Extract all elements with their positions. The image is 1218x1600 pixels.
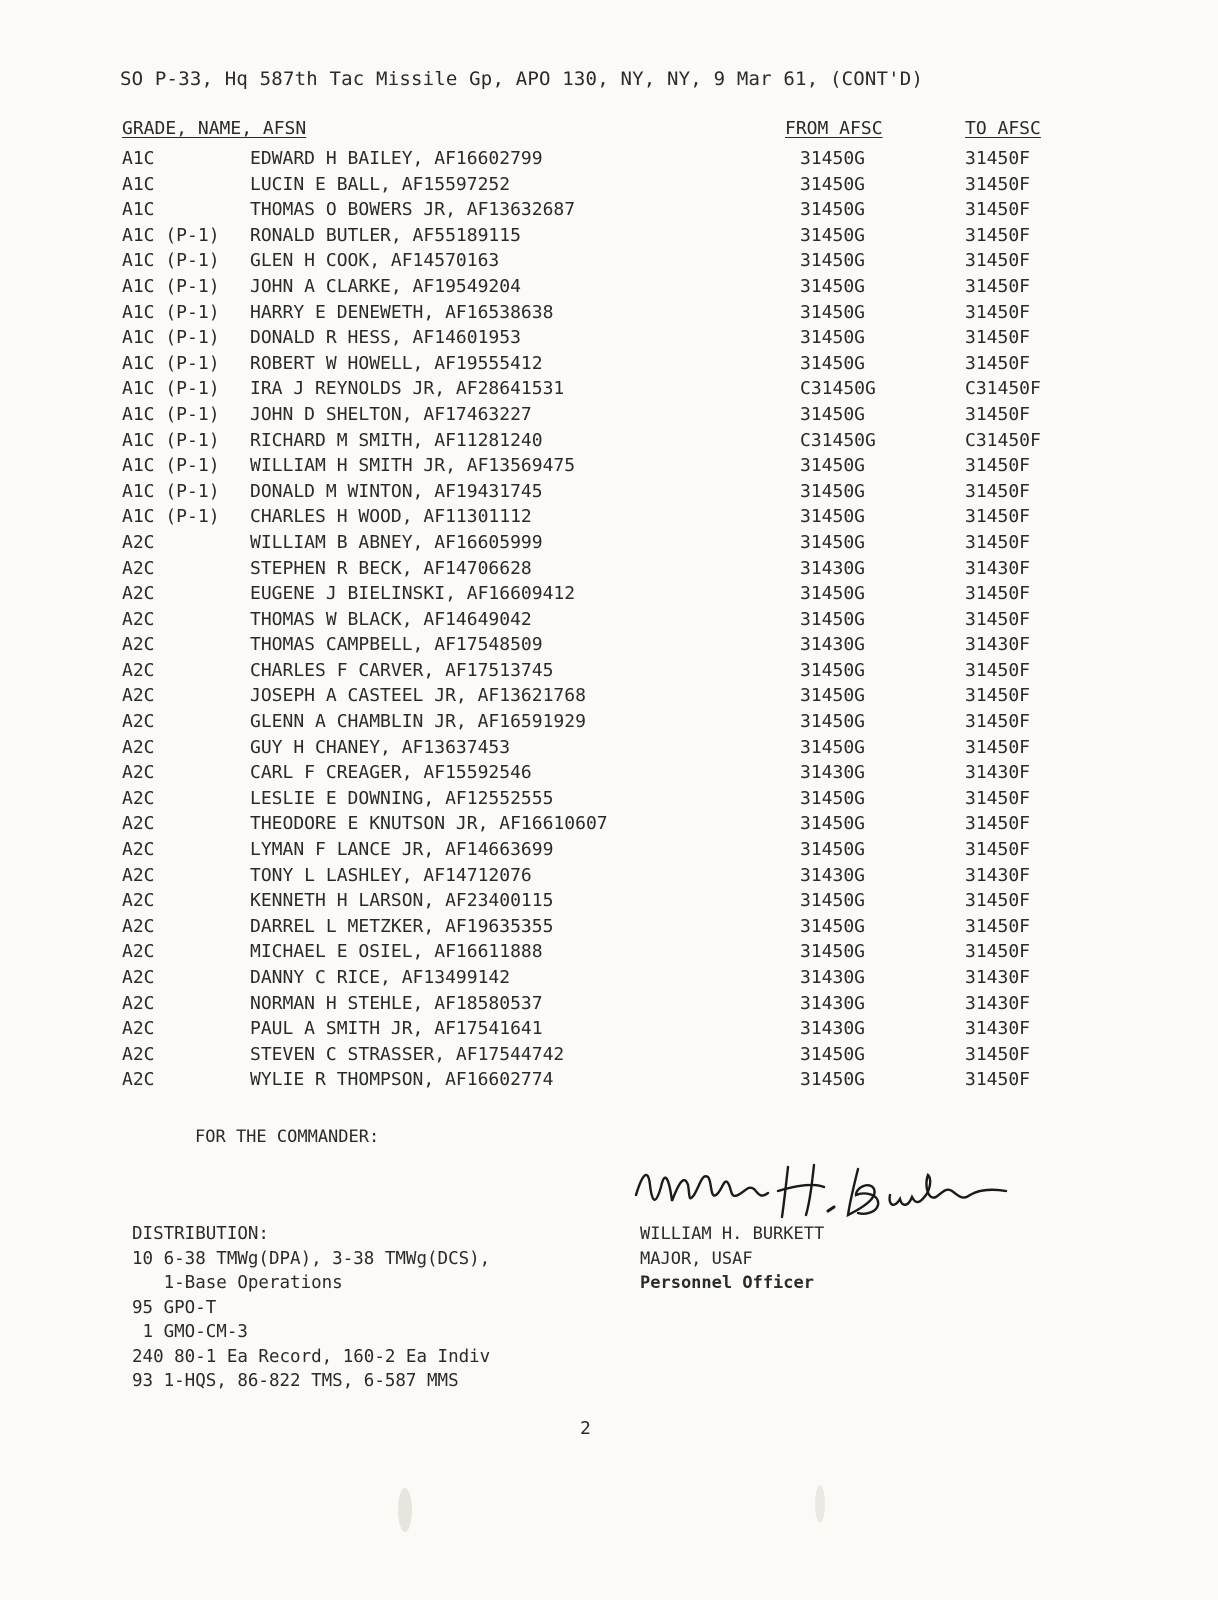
to-afsc-cell: 31450F — [965, 403, 1031, 425]
name-afsn-cell: THOMAS O BOWERS JR, AF13632687 — [250, 199, 576, 221]
grade-cell: A2C — [122, 890, 155, 912]
grade-cell: A1C (P-1) — [122, 480, 220, 502]
signer-rank: MAJOR, USAF — [640, 1248, 753, 1269]
from-afsc-cell: 31450G — [800, 915, 866, 937]
table-row — [0, 916, 1218, 942]
grade-cell: A2C — [122, 787, 155, 809]
from-afsc-cell: 31430G — [800, 967, 866, 988]
to-afsc-cell: 31430F — [965, 762, 1031, 784]
table-row — [0, 1069, 1218, 1095]
from-afsc-cell: 31450G — [800, 941, 866, 963]
grade-cell: A2C — [122, 762, 155, 784]
signer-title: Personnel Officer — [640, 1273, 814, 1293]
grade-cell: A1C — [122, 148, 155, 169]
name-afsn-cell: KENNETH H LARSON, AF23400115 — [250, 890, 554, 912]
to-afsc-cell: 31450F — [965, 506, 1031, 528]
table-row — [0, 1018, 1218, 1044]
grade-cell: A1C — [122, 173, 155, 195]
name-afsn-cell: DARREL L METZKER, AF19635355 — [250, 915, 554, 937]
name-afsn-cell: LYMAN F LANCE JR, AF14663699 — [250, 839, 554, 861]
column-header-from-afsc: FROM AFSC — [785, 118, 883, 139]
from-afsc-cell: 31450G — [800, 531, 866, 553]
grade-cell: A1C (P-1) — [122, 429, 220, 451]
table-row — [0, 276, 1218, 302]
order-header: SO P-33, Hq 587th Tac Missile Gp, APO 130, NY, NY, 9 Mar 61, (CONT'D) — [120, 68, 924, 90]
name-afsn-cell: RICHARD M SMITH, AF11281240 — [250, 429, 543, 451]
to-afsc-cell: 31450F — [965, 250, 1031, 272]
table-row — [0, 481, 1218, 507]
table-row — [0, 174, 1218, 200]
grade-cell: A2C — [122, 967, 155, 988]
table-row — [0, 941, 1218, 967]
name-afsn-cell: DONALD R HESS, AF14601953 — [250, 327, 521, 349]
name-afsn-cell: JOHN A CLARKE, AF19549204 — [250, 275, 521, 297]
from-afsc-cell: 31430G — [800, 864, 866, 886]
name-afsn-cell: WYLIE R THOMPSON, AF16602774 — [250, 1069, 554, 1091]
column-header-to-afsc: TO AFSC — [965, 118, 1041, 139]
from-afsc-cell: 31450G — [800, 480, 866, 502]
name-afsn-cell: MICHAEL E OSIEL, AF16611888 — [250, 941, 543, 963]
from-afsc-cell: 31450G — [800, 1069, 866, 1091]
name-afsn-cell: DANNY C RICE, AF13499142 — [250, 967, 511, 988]
to-afsc-cell: 31450F — [965, 685, 1031, 707]
table-row — [0, 839, 1218, 865]
to-afsc-cell: 31450F — [965, 813, 1031, 835]
name-afsn-cell: TONY L LASHLEY, AF14712076 — [250, 864, 532, 886]
grade-cell: A1C (P-1) — [122, 250, 220, 272]
distribution-line: 1 GMO-CM-3 — [132, 1322, 248, 1342]
to-afsc-cell: 31450F — [965, 1043, 1031, 1065]
table-row — [0, 225, 1218, 251]
to-afsc-cell: 31450F — [965, 711, 1031, 733]
to-afsc-cell: 31450F — [965, 915, 1031, 937]
from-afsc-cell: 31430G — [800, 762, 866, 784]
name-afsn-cell: EDWARD H BAILEY, AF16602799 — [250, 148, 543, 169]
grade-cell: A2C — [122, 531, 155, 553]
name-afsn-cell: LESLIE E DOWNING, AF12552555 — [250, 787, 554, 809]
grade-cell: A1C (P-1) — [122, 275, 220, 297]
from-afsc-cell: 31450G — [800, 352, 866, 374]
name-afsn-cell: PAUL A SMITH JR, AF17541641 — [250, 1018, 543, 1040]
to-afsc-cell: 31430F — [965, 557, 1031, 579]
grade-cell: A1C (P-1) — [122, 301, 220, 323]
from-afsc-cell: 31450G — [800, 301, 866, 323]
name-afsn-cell: THEODORE E KNUTSON JR, AF16610607 — [250, 813, 608, 835]
grade-cell: A1C (P-1) — [122, 327, 220, 349]
table-row — [0, 1044, 1218, 1070]
distribution-title: DISTRIBUTION: — [132, 1224, 269, 1244]
column-header-grade-name-afsn: GRADE, NAME, AFSN — [122, 118, 307, 139]
grade-cell: A2C — [122, 634, 155, 656]
name-afsn-cell: HARRY E DENEWETH, AF16538638 — [250, 301, 554, 323]
from-afsc-cell: 31450G — [800, 199, 866, 221]
name-afsn-cell: IRA J REYNOLDS JR, AF28641531 — [250, 378, 565, 400]
to-afsc-cell: 31430F — [965, 967, 1031, 988]
name-afsn-cell: STEPHEN R BECK, AF14706628 — [250, 557, 532, 579]
table-row — [0, 967, 1218, 993]
to-afsc-cell: 31450F — [965, 301, 1031, 323]
to-afsc-cell: 31450F — [965, 173, 1031, 195]
name-afsn-cell: LUCIN E BALL, AF15597252 — [250, 173, 511, 195]
paper-smudge — [398, 1488, 412, 1532]
from-afsc-cell: 31430G — [800, 1018, 866, 1040]
table-row — [0, 583, 1218, 609]
grade-cell: A2C — [122, 685, 155, 707]
for-the-commander: FOR THE COMMANDER: — [195, 1127, 380, 1147]
name-afsn-cell: STEVEN C STRASSER, AF17544742 — [250, 1043, 565, 1065]
from-afsc-cell: 31450G — [800, 327, 866, 349]
table-row — [0, 532, 1218, 558]
name-afsn-cell: WILLIAM B ABNEY, AF16605999 — [250, 531, 543, 553]
from-afsc-cell: 31450G — [800, 403, 866, 425]
table-row — [0, 634, 1218, 660]
grade-cell: A2C — [122, 813, 155, 835]
grade-cell: A1C (P-1) — [122, 455, 220, 477]
to-afsc-cell: 31450F — [965, 839, 1031, 861]
name-afsn-cell: NORMAN H STEHLE, AF18580537 — [250, 992, 543, 1014]
name-afsn-cell: CARL F CREAGER, AF15592546 — [250, 762, 532, 784]
name-afsn-cell: JOHN D SHELTON, AF17463227 — [250, 403, 532, 425]
table-row — [0, 609, 1218, 635]
name-afsn-cell: THOMAS CAMPBELL, AF17548509 — [250, 634, 543, 656]
to-afsc-cell: 31450F — [965, 890, 1031, 912]
grade-cell: A1C (P-1) — [122, 378, 220, 400]
to-afsc-cell: 31450F — [965, 199, 1031, 221]
to-afsc-cell: 31450F — [965, 583, 1031, 605]
grade-cell: A2C — [122, 583, 155, 605]
from-afsc-cell: 31450G — [800, 455, 866, 477]
to-afsc-cell: 31430F — [965, 992, 1031, 1014]
paper-smudge — [815, 1485, 825, 1523]
to-afsc-cell: 31450F — [965, 941, 1031, 963]
to-afsc-cell: C31450F — [965, 378, 1041, 400]
table-row — [0, 250, 1218, 276]
table-row — [0, 711, 1218, 737]
name-afsn-cell: GLENN A CHAMBLIN JR, AF16591929 — [250, 711, 586, 733]
name-afsn-cell: RONALD BUTLER, AF55189115 — [250, 224, 521, 246]
grade-cell: A2C — [122, 915, 155, 937]
table-row — [0, 430, 1218, 456]
grade-cell: A2C — [122, 1069, 155, 1091]
table-row — [0, 660, 1218, 686]
from-afsc-cell: 31450G — [800, 1043, 866, 1065]
name-afsn-cell: EUGENE J BIELINSKI, AF16609412 — [250, 583, 576, 605]
from-afsc-cell: 31430G — [800, 557, 866, 579]
from-afsc-cell: 31450G — [800, 250, 866, 272]
grade-cell: A1C (P-1) — [122, 506, 220, 528]
grade-cell: A1C — [122, 199, 155, 221]
table-row — [0, 378, 1218, 404]
distribution-line: 1-Base Operations — [132, 1273, 343, 1293]
from-afsc-cell: 31450G — [800, 685, 866, 707]
to-afsc-cell: C31450F — [965, 429, 1041, 451]
to-afsc-cell: 31430F — [965, 634, 1031, 656]
to-afsc-cell: 31450F — [965, 787, 1031, 809]
table-row — [0, 890, 1218, 916]
distribution-line: 240 80-1 Ea Record, 160-2 Ea Indiv — [132, 1346, 491, 1367]
grade-cell: A2C — [122, 839, 155, 861]
from-afsc-cell: 31450G — [800, 659, 866, 681]
name-afsn-cell: ROBERT W HOWELL, AF19555412 — [250, 352, 543, 374]
distribution-line: 95 GPO-T — [132, 1297, 217, 1318]
grade-cell: A2C — [122, 1018, 155, 1040]
distribution-line: 10 6-38 TMWg(DPA), 3-38 TMWg(DCS), — [132, 1248, 491, 1269]
to-afsc-cell: 31450F — [965, 224, 1031, 246]
to-afsc-cell: 31430F — [965, 864, 1031, 886]
from-afsc-cell: 31450G — [800, 890, 866, 912]
table-row — [0, 558, 1218, 584]
table-row — [0, 302, 1218, 328]
to-afsc-cell: 31450F — [965, 480, 1031, 502]
table-row — [0, 865, 1218, 891]
from-afsc-cell: 31450G — [800, 813, 866, 835]
name-afsn-cell: JOSEPH A CASTEEL JR, AF13621768 — [250, 685, 586, 707]
personnel-list — [0, 148, 1218, 1095]
distribution-line: 93 1-HQS, 86-822 TMS, 6-587 MMS — [132, 1371, 459, 1391]
table-row — [0, 762, 1218, 788]
to-afsc-cell: 31450F — [965, 608, 1031, 630]
grade-cell: A2C — [122, 736, 155, 758]
table-row — [0, 506, 1218, 532]
table-row — [0, 813, 1218, 839]
from-afsc-cell: C31450G — [800, 378, 876, 400]
grade-cell: A2C — [122, 659, 155, 681]
grade-cell: A2C — [122, 608, 155, 630]
signature-block — [640, 1222, 824, 1296]
table-row — [0, 993, 1218, 1019]
grade-cell: A2C — [122, 864, 155, 886]
grade-cell: A1C (P-1) — [122, 352, 220, 374]
to-afsc-cell: 31430F — [965, 1018, 1031, 1040]
name-afsn-cell: CHARLES H WOOD, AF11301112 — [250, 506, 532, 528]
to-afsc-cell: 31450F — [965, 327, 1031, 349]
name-afsn-cell: THOMAS W BLACK, AF14649042 — [250, 608, 532, 630]
from-afsc-cell: 31430G — [800, 992, 866, 1014]
from-afsc-cell: C31450G — [800, 429, 876, 451]
name-afsn-cell: WILLIAM H SMITH JR, AF13569475 — [250, 455, 576, 477]
from-afsc-cell: 31450G — [800, 506, 866, 528]
to-afsc-cell: 31450F — [965, 659, 1031, 681]
signer-name: WILLIAM H. BURKETT — [640, 1224, 825, 1244]
grade-cell: A1C (P-1) — [122, 224, 220, 246]
table-row — [0, 199, 1218, 225]
to-afsc-cell: 31450F — [965, 736, 1031, 758]
to-afsc-cell: 31450F — [965, 455, 1031, 477]
to-afsc-cell: 31450F — [965, 1069, 1031, 1091]
grade-cell: A2C — [122, 992, 155, 1014]
grade-cell: A2C — [122, 557, 155, 579]
from-afsc-cell: 31450G — [800, 736, 866, 758]
from-afsc-cell: 31450G — [800, 275, 866, 297]
to-afsc-cell: 31450F — [965, 352, 1031, 374]
table-row — [0, 685, 1218, 711]
grade-cell: A2C — [122, 711, 155, 733]
table-row — [0, 148, 1218, 174]
name-afsn-cell: DONALD M WINTON, AF19431745 — [250, 480, 543, 502]
from-afsc-cell: 31450G — [800, 173, 866, 195]
to-afsc-cell: 31450F — [965, 148, 1031, 169]
from-afsc-cell: 31450G — [800, 787, 866, 809]
to-afsc-cell: 31450F — [965, 275, 1031, 297]
name-afsn-cell: GUY H CHANEY, AF13637453 — [250, 736, 511, 758]
grade-cell: A2C — [122, 941, 155, 963]
name-afsn-cell: GLEN H COOK, AF14570163 — [250, 250, 500, 272]
table-row — [0, 327, 1218, 353]
from-afsc-cell: 31450G — [800, 839, 866, 861]
grade-cell: A2C — [122, 1043, 155, 1065]
to-afsc-cell: 31450F — [965, 531, 1031, 553]
from-afsc-cell: 31450G — [800, 583, 866, 605]
grade-cell: A1C (P-1) — [122, 403, 220, 425]
table-row — [0, 737, 1218, 763]
name-afsn-cell: CHARLES F CARVER, AF17513745 — [250, 659, 554, 681]
distribution-block — [132, 1222, 490, 1394]
from-afsc-cell: 31450G — [800, 608, 866, 630]
table-row — [0, 404, 1218, 430]
from-afsc-cell: 31450G — [800, 148, 866, 169]
table-row — [0, 788, 1218, 814]
page-number: 2 — [580, 1418, 591, 1439]
table-row — [0, 455, 1218, 481]
from-afsc-cell: 31430G — [800, 634, 866, 656]
table-row — [0, 353, 1218, 379]
from-afsc-cell: 31450G — [800, 711, 866, 733]
from-afsc-cell: 31450G — [800, 224, 866, 246]
